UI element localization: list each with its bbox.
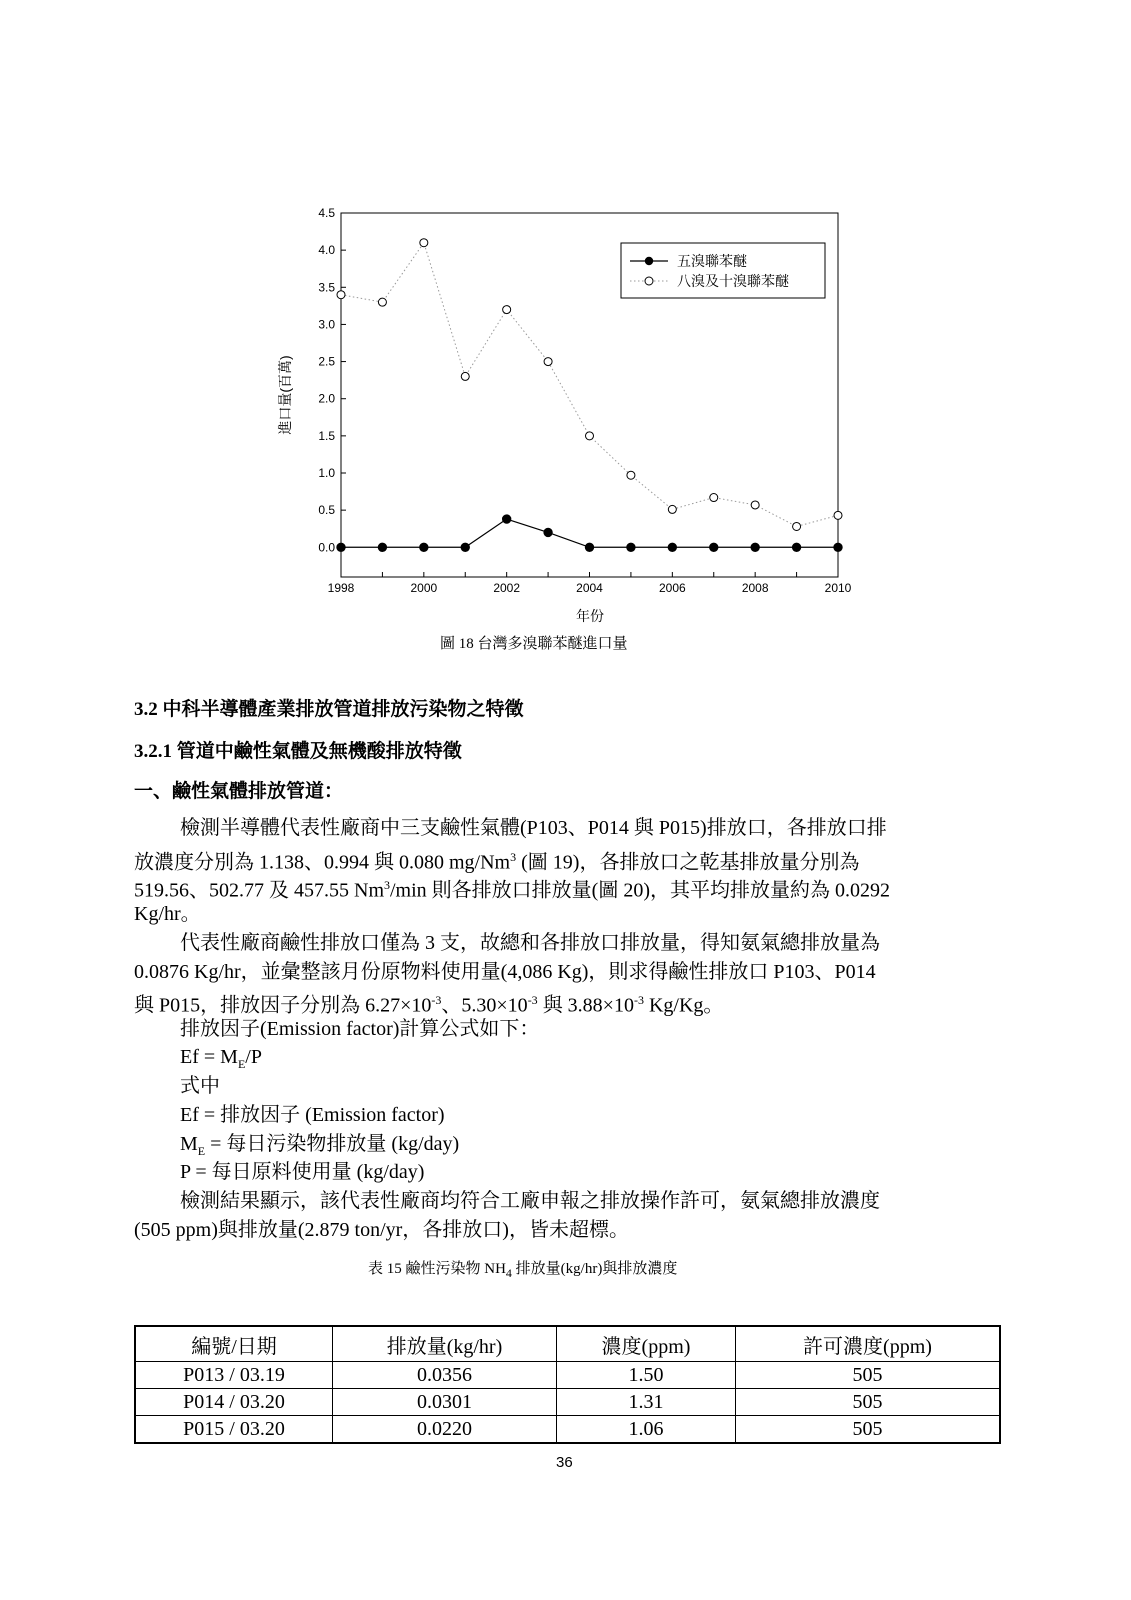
formula-where: 式中 (180, 1075, 220, 1097)
formula-intro: 排放因子(Emission factor)計算公式如下： (180, 1018, 540, 1040)
cell-id: P015 / 03.20 (135, 1416, 333, 1444)
y-axis-label: 進口量(百萬) (277, 355, 293, 435)
data-point-filled (337, 543, 345, 551)
x-tick-label: 2000 (410, 581, 438, 595)
x-tick-label: 2010 (824, 581, 852, 595)
cell-emission: 0.0356 (333, 1362, 557, 1389)
data-point-filled (710, 543, 718, 551)
paragraph-line: Kg/hr。 (134, 903, 201, 925)
data-point-open (793, 522, 801, 530)
x-tick-label: 1998 (327, 581, 355, 595)
y-tick-label: 1.5 (318, 428, 335, 443)
paragraph-line: 檢測結果顯示，該代表性廠商均符合工廠申報之排放操作許可，氨氣總排放濃度 (180, 1190, 880, 1212)
table-row (135, 1362, 1000, 1389)
paragraph-line: 檢測半導體代表性廠商中三支鹼性氣體(P103、P014 與 P015)排放口，各排放口排 (180, 817, 887, 839)
y-tick-label: 2.5 (318, 354, 335, 369)
y-tick-label: 4.5 (318, 206, 335, 220)
data-point-open (503, 306, 511, 314)
formula-equation: $Ef = M_E/P$ (180, 1046, 262, 1071)
header-concentration: 濃度(ppm) (557, 1326, 736, 1362)
header-permit: 許可濃度(ppm) (736, 1326, 1001, 1362)
paragraph-line: (505 ppm)與排放量(2.879 ton/yr，各排放口)，皆未超標。 (134, 1219, 629, 1241)
data-point-open (586, 432, 594, 440)
y-tick-label: 4.0 (318, 243, 335, 258)
data-point-filled (544, 528, 552, 536)
table-row (135, 1389, 1000, 1416)
y-tick-label: 3.0 (318, 317, 335, 332)
cell-concentration: 1.31 (557, 1389, 736, 1416)
data-point-filled (502, 515, 510, 523)
data-point-filled (751, 543, 759, 551)
formula-def-p: P = 每日原料使用量 (kg/day) (180, 1161, 425, 1183)
data-point-open (544, 358, 552, 366)
x-axis-ticks (328, 572, 852, 595)
paragraph-line: 0.0876 Kg/hr，並彙整該月份原物料使用量(4,086 Kg)，則求得鹼性排放口 P103、P014 (134, 961, 876, 983)
table-row (135, 1416, 1000, 1444)
cell-permit: 505 (736, 1389, 1001, 1416)
import-volume-chart (270, 200, 890, 660)
data-point-filled (668, 543, 676, 551)
header-id-date: 編號/日期 (135, 1326, 333, 1362)
y-tick-label: 0.0 (318, 540, 335, 555)
x-axis-label: 年份 (576, 608, 604, 624)
cell-emission: 0.0220 (333, 1416, 557, 1444)
cell-permit: 505 (736, 1362, 1001, 1389)
data-point-filled (378, 543, 386, 551)
data-point-filled (792, 543, 800, 551)
x-tick-label: 2008 (741, 581, 769, 595)
cell-permit: 505 (736, 1416, 1001, 1444)
formula-def-me: $M_E$ = 每日污染物排放量 (kg/day) (180, 1133, 460, 1158)
item-heading: 一、鹼性氣體排放管道： (134, 781, 344, 802)
paragraph-line: 519.56、502.77 及 457.55 Nm$^3$/min 則各排放口排放量(圖 20)，其平均排放量約為 0.0292 (134, 878, 890, 902)
data-point-open (668, 505, 676, 513)
data-point-filled (420, 543, 428, 551)
y-tick-label: 3.5 (318, 280, 335, 295)
y-tick-label: 2.0 (318, 391, 335, 406)
cell-concentration: 1.50 (557, 1362, 736, 1389)
legend-marker-1 (645, 257, 653, 265)
cell-concentration: 1.06 (557, 1416, 736, 1444)
x-tick-label: 2002 (493, 581, 521, 595)
figure-caption: 圖 18 台灣多溴聯苯醚進口量 (440, 636, 628, 652)
data-point-filled (585, 543, 593, 551)
cell-id: P013 / 03.19 (135, 1362, 333, 1389)
paragraph-line: 代表性廠商鹼性排放口僅為 3 支，故總和各排放口排放量，得知氨氣總排放量為 (180, 932, 880, 954)
cell-id: P014 / 03.20 (135, 1389, 333, 1416)
y-axis-ticks (318, 206, 346, 554)
page-number: 36 (556, 1454, 573, 1471)
data-point-filled (834, 543, 842, 551)
data-point-open (627, 471, 635, 479)
legend-box (621, 243, 825, 298)
legend-label-2: 八溴及十溴聯苯醚 (677, 273, 789, 289)
data-point-filled (627, 543, 635, 551)
data-point-open (461, 372, 469, 380)
formula-def-ef: Ef = 排放因子 (Emission factor) (180, 1104, 445, 1126)
legend-label-1: 五溴聯苯醚 (677, 253, 747, 269)
legend (621, 243, 825, 298)
table-header-row (135, 1326, 1000, 1362)
subsection-heading: 3.2.1 管道中鹼性氣體及無機酸排放特徵 (134, 741, 462, 762)
data-point-open (834, 511, 842, 519)
data-point-filled (461, 543, 469, 551)
paragraph-line: 與 P015，排放因子分別為 $6.27\times 10^{-3}$、$5.30\times 10^{-3}$ 與 $3.88\times 10^{-3}$ Kg/Kg。 (134, 993, 724, 1017)
data-point-open (751, 501, 759, 509)
data-point-open (337, 291, 345, 299)
emission-table (134, 1325, 1001, 1444)
paragraph-line: 放濃度分別為 1.138、0.994 與 0.080 mg/Nm$^3$ (圖 19)，各排放口之乾基排放量分別為 (134, 850, 860, 874)
y-tick-label: 0.5 (318, 503, 335, 518)
data-point-open (420, 239, 428, 247)
data-point-open (710, 494, 718, 502)
data-point-open (378, 298, 386, 306)
x-tick-label: 2006 (658, 581, 686, 595)
legend-marker-2 (645, 277, 653, 285)
cell-emission: 0.0301 (333, 1389, 557, 1416)
table-caption: 表 15 鹼性污染物 $NH_4$ 排放量(kg/hr)與排放濃度 (368, 1261, 678, 1280)
x-tick-label: 2004 (576, 581, 603, 595)
section-heading: 3.2 中科半導體產業排放管道排放污染物之特徵 (134, 699, 524, 720)
y-tick-label: 1.0 (318, 466, 335, 480)
header-emission: 排放量(kg/hr) (333, 1326, 557, 1362)
